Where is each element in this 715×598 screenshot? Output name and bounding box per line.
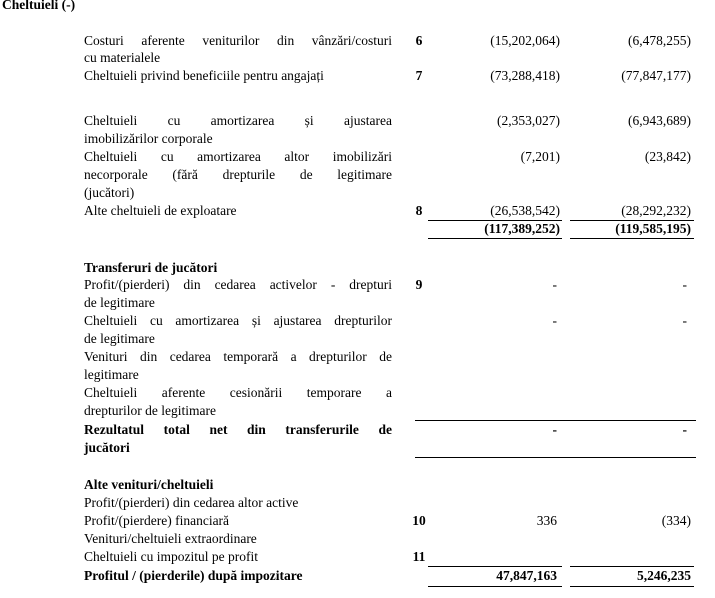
transfer-2-value-current: - [552, 313, 557, 328]
transfers-result-rule-top [415, 420, 696, 421]
transfers-result-current: - [552, 422, 557, 437]
expense-3-line-1: Cheltuieli cu amortizarea și ajustarea [84, 113, 392, 128]
other-3-label: Venituri/cheltuieli extraordinare [84, 531, 257, 546]
expense-4-line-3: (jucători) [84, 185, 135, 200]
other-1-label: Profit/(pierderi) din cedarea altor active [84, 495, 299, 510]
expense-2-value-current: (73,288,418) [490, 68, 560, 83]
transfers-result-line-2: jucători [84, 440, 130, 455]
expense-4-line-2: necorporale (fără drepturile de legitimare [84, 167, 392, 182]
other-title: Alte venituri/cheltuieli [84, 477, 214, 492]
other-4-label: Cheltuieli cu impozitul pe profit [84, 549, 258, 564]
expense-2-line-1: Cheltuieli privind beneficiile pentru angajați [84, 68, 324, 83]
transfers-result-rule-bottom [415, 457, 696, 458]
other-2-label: Profit/(pierdere) financiară [84, 513, 230, 528]
expense-3-value-previous: (6,943,689) [628, 113, 691, 128]
transfer-1-note: 9 [415, 277, 423, 292]
other-2-value-current: 336 [536, 513, 557, 528]
expense-5-value-current: (26,538,542) [490, 203, 560, 218]
transfer-1-line-2: de legitimare [84, 295, 155, 310]
transfer-3-line-1: Venituri din cedarea temporară a drepturilor de [84, 349, 392, 364]
transfer-3-line-2: legitimare [84, 367, 139, 382]
expense-4-value-previous: (23,842) [644, 149, 691, 164]
transfers-title: Transferuri de jucători [84, 260, 218, 275]
transfer-1-value-current: - [552, 277, 557, 292]
expense-5-value-previous: (28,292,232) [621, 203, 691, 218]
transfer-4-line-2: drepturilor de legitimare [84, 403, 216, 418]
final-rule-top-current [428, 566, 562, 567]
expense-1-line-2: cu materialele [84, 50, 161, 65]
other-4-note: 11 [412, 549, 426, 564]
expense-3-value-current: (2,353,027) [497, 113, 560, 128]
final-underline-previous [570, 586, 694, 587]
expense-1-value-previous: (6,478,255) [628, 33, 691, 48]
expense-4-line-1: Cheltuieli cu amortizarea altor imobilizări [84, 149, 392, 164]
transfers-result-line-1: Rezultatul total net din transferurile de [84, 422, 392, 437]
final-rule-top-previous [570, 566, 694, 567]
expense-2-value-previous: (77,847,177) [621, 68, 691, 83]
transfer-4-line-1: Cheltuieli aferente cesionării temporare a [84, 385, 392, 400]
transfers-result-previous: - [682, 422, 687, 437]
other-2-value-previous: (334) [661, 513, 691, 528]
expense-5-line-1: Alte cheltuieli de exploatare [84, 203, 237, 218]
expense-3-line-2: imobilizărilor corporale [84, 131, 213, 146]
expenses-total-underline-previous [570, 238, 694, 239]
transfer-2-line-1: Cheltuieli cu amortizarea și ajustarea drepturilor [84, 313, 392, 328]
final-label: Profitul / (pierderile) după impozitare [84, 568, 303, 583]
final-value-current: 47,847,163 [496, 568, 557, 583]
expenses-total-underline-current [428, 238, 562, 239]
expense-2-note: 7 [415, 68, 423, 83]
expense-4-value-current: (7,201) [520, 149, 560, 164]
expense-1-value-current: (15,202,064) [490, 33, 560, 48]
expense-1-note: 6 [415, 33, 423, 48]
transfer-1-line-1: Profit/(pierderi) din cedarea activelor - drepturi [84, 277, 392, 292]
final-underline-current [428, 586, 562, 587]
expenses-total-previous: (119,585,195) [615, 221, 691, 236]
expense-5-note: 8 [415, 203, 423, 218]
transfer-2-line-2: de legitimare [84, 331, 155, 346]
expenses-total-current: (117,389,252) [484, 221, 560, 236]
transfer-2-value-previous: - [682, 313, 687, 328]
other-2-note: 10 [412, 513, 426, 528]
transfer-1-value-previous: - [682, 277, 687, 292]
final-value-previous: 5,246,235 [637, 568, 691, 583]
section-header: Cheltuieli (-) [2, 0, 76, 12]
expense-1-line-1: Costuri aferente veniturilor din vânzări/costuri [84, 33, 392, 48]
